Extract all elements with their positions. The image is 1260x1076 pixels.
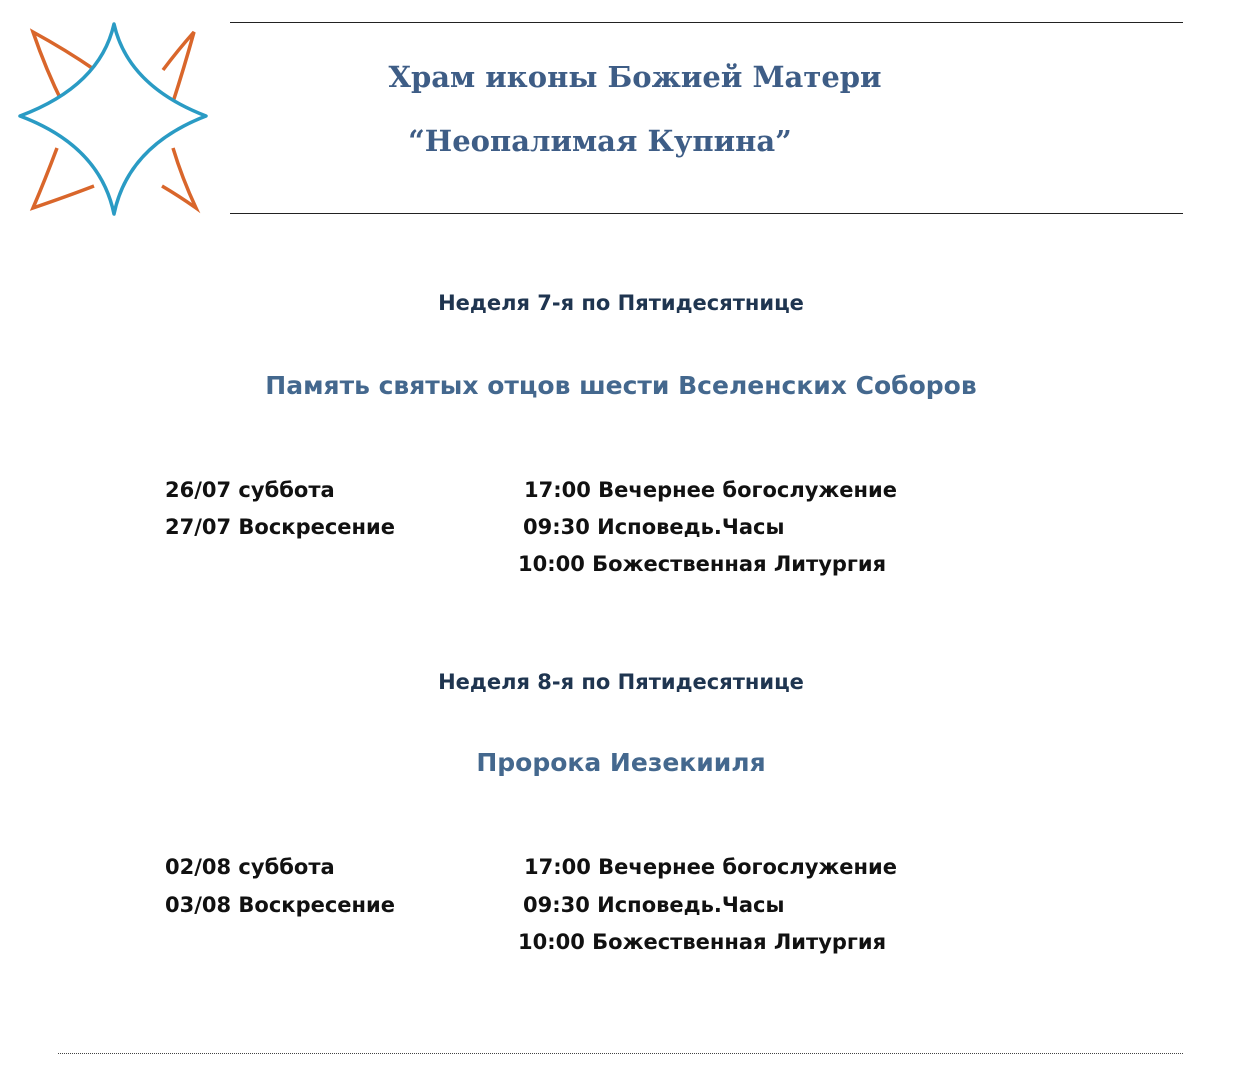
schedule-service: 09:30 Исповедь.Часы (523, 893, 785, 917)
schedule-service: 10:00 Божественная Литургия (518, 930, 887, 954)
logo-ray-bottom-right (162, 148, 196, 208)
schedule-day: 27/07 Воскресение (165, 515, 395, 539)
schedule-service: 17:00 Вечернее богослужение (524, 855, 898, 879)
week-title: Неделя 7-я по Пятидесятнице (438, 291, 804, 315)
footer-dotted-rule (58, 1053, 1183, 1054)
schedule-service: 17:00 Вечернее богослужение (524, 478, 898, 502)
schedule-day: 02/08 суббота (165, 855, 335, 879)
header-bottom-rule (230, 213, 1183, 214)
header-top-rule (230, 22, 1183, 23)
schedule-day: 26/07 суббота (165, 478, 335, 502)
feast-title: Память святых отцов шести Вселенских Соборов (265, 371, 977, 400)
schedule-service: 10:00 Божественная Литургия (518, 552, 887, 576)
logo-ray-top-right (163, 32, 194, 102)
church-title-line1: Храм иконы Божией Матери (388, 60, 882, 94)
church-logo (16, 20, 212, 218)
week-title: Неделя 8-я по Пятидесятнице (438, 670, 804, 694)
schedule-day: 03/08 Воскресение (165, 893, 395, 917)
schedule-service: 09:30 Исповедь.Часы (523, 515, 785, 539)
feast-title: Пророка Иезекииля (476, 748, 766, 777)
church-title-line2: “Неопалимая Купина” (408, 124, 792, 158)
